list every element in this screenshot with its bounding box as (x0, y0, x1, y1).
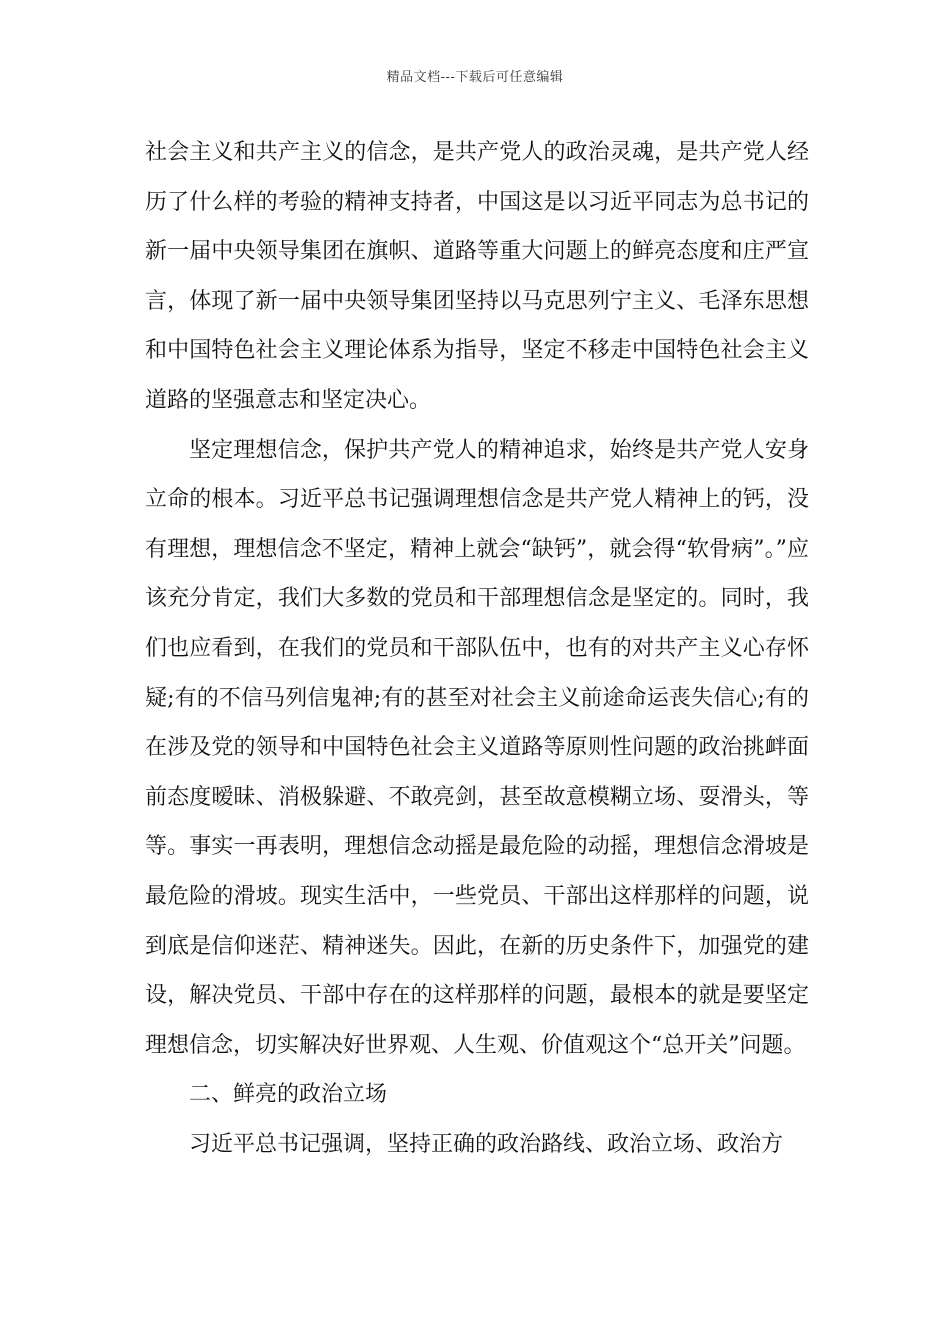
paragraph-2: 坚定理想信念，保护共产党人的精神追求，始终是共产党人安身立命的根本。习近平总书记强调理想信念是共产党人精神上的钙，没有理想，理想信念不坚定，精神上就会“缺钙”，就会得“软骨病”。”应该充分肯定，我们大多数的党员和干部理想信念是坚定的。同时，我们也应看到，在我们的党员和干部队伍中，也有的对共产主义心存怀疑;有的不信马列信鬼神;有的甚至对社会主义前途命运丧失信心;有的在涉及党的领导和中国特色社会主义道路等原则性问题的政治挑衅面前态度暧昧、消极躲避、不敢亮剑，甚至故意模糊立场、耍滑头，等等。事实一再表明，理想信念动摇是最危险的动摇，理想信念滑坡是最危险的滑坡。现实生活中，一些党员、干部出这样那样的问题，说到底是信仰迷茫、精神迷失。因此，在新的历史条件下，加强党的建设，解决党员、干部中存在的这样那样的问题，最根本的就是要坚定理想信念，切实解决好世界观、人生观、价值观这个“总开关”问题。 (145, 437, 809, 1058)
paragraph-3: 习近平总书记强调，坚持正确的政治路线、政治立场、政治方 (189, 1131, 784, 1157)
page-header: 精品文档---下载后可任意编辑 (386, 70, 564, 85)
section-heading: 二、鲜亮的政治立场 (189, 1082, 388, 1108)
paragraph-1: 社会主义和共产主义的信念，是共产党人的政治灵魂，是共产党人经历了什么样的考验的精神支持者，中国这是以习近平同志为总书记的新一届中央领导集团在旗帜、道路等重大问题上的鲜亮态度和庄严宣言，体现了新一届中央领导集团坚持以马克思列宁主义、毛泽东思想和中国特色社会主义理论体系为指导，坚定不移走中国特色社会主义道路的坚强意志和坚定决心。 (145, 140, 809, 413)
document-body (145, 128, 809, 1169)
